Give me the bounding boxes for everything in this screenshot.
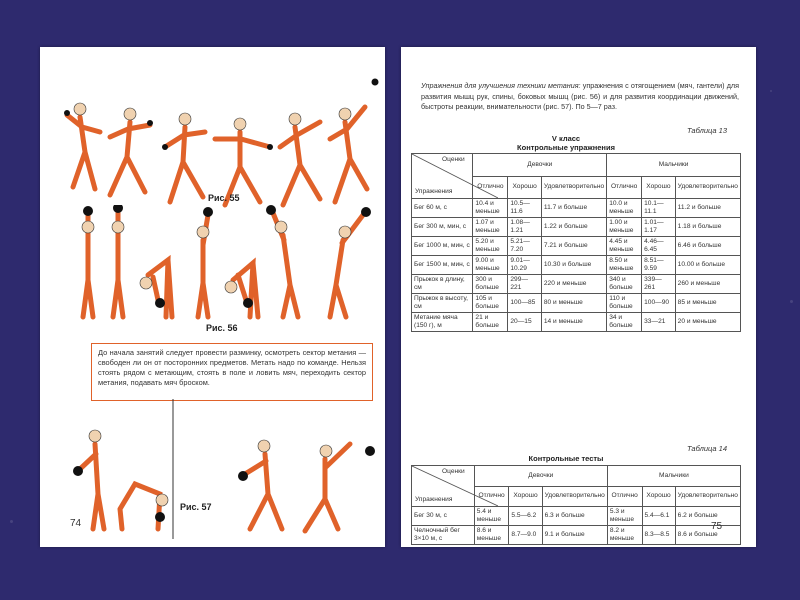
table-13-grade: Хорошо bbox=[508, 176, 542, 199]
table-13-cell: 10.1—11.1 bbox=[642, 199, 676, 218]
table-13-exercise-name: Бег 1000 м, мин, с bbox=[412, 237, 473, 256]
table-13-row bbox=[412, 237, 741, 256]
table-13-cell: 1.07 и меньше bbox=[473, 218, 508, 237]
table-13-cell: 8.50 и меньше bbox=[607, 256, 642, 275]
table-13-row bbox=[412, 199, 741, 218]
table-13-row bbox=[412, 275, 741, 294]
table-14-corner-grades: Оценки bbox=[442, 468, 465, 475]
table-14-title: Контрольные тесты bbox=[528, 454, 604, 463]
intro-paragraph bbox=[421, 81, 739, 113]
table-14-cell: 5.3 и меньше bbox=[607, 507, 642, 526]
table-13-group-girls: Девочки bbox=[473, 154, 607, 177]
table-13-cell: 10.0 и меньше bbox=[607, 199, 642, 218]
table-13-cell: 299—221 bbox=[508, 275, 542, 294]
table-14-cell: 5.4 и меньше bbox=[474, 507, 509, 526]
table-14-grade: Отлично bbox=[607, 486, 642, 507]
table-14-cell: 5.4—6.1 bbox=[642, 507, 675, 526]
table-13-cell: 9.00 и меньше bbox=[473, 256, 508, 275]
table-13-grade: Отлично bbox=[473, 176, 508, 199]
table-13-cell: 300 и больше bbox=[473, 275, 508, 294]
table-13 bbox=[411, 153, 741, 332]
table-13-cell: 100—85 bbox=[508, 294, 542, 313]
figure-55-caption: Рис. 55 bbox=[208, 193, 240, 203]
table-13-corner-grades: Оценки bbox=[442, 156, 465, 163]
table-13-class: V класс bbox=[551, 134, 581, 143]
table-13-cell: 1.01—1.17 bbox=[642, 218, 676, 237]
table-13-row bbox=[412, 294, 741, 313]
table-13-cell: 34 и больше bbox=[607, 313, 642, 332]
figure-57-caption: Рис. 57 bbox=[180, 502, 212, 512]
table-13-cell: 85 и меньше bbox=[675, 294, 740, 313]
table-13-cell: 105 и больше bbox=[473, 294, 508, 313]
table-13-cell: 14 и меньше bbox=[541, 313, 606, 332]
table-14-grade: Удовлетворительно bbox=[675, 486, 740, 507]
background-speck bbox=[10, 520, 13, 523]
table-13-cell: 5.20 и меньше bbox=[473, 237, 508, 256]
table-14-cell: 8.6 и больше bbox=[675, 526, 740, 545]
table-13-grade: Хорошо bbox=[642, 176, 676, 199]
table-14-grade: Удовлетворительно bbox=[542, 486, 607, 507]
table-13-cell: 340 и больше bbox=[607, 275, 642, 294]
page-number-right: 75 bbox=[711, 521, 723, 532]
table-13-cell: 1.22 и больше bbox=[541, 218, 606, 237]
table-14-cell: 6.3 и больше bbox=[542, 507, 607, 526]
table-13-grade: Удовлетворительно bbox=[675, 176, 740, 199]
figure-56-weight-exercises bbox=[68, 205, 378, 325]
table-14-cell: 8.7—9.0 bbox=[509, 526, 542, 545]
table-13-grade: Удовлетворительно bbox=[541, 176, 606, 199]
table-13-row bbox=[412, 313, 741, 332]
table-13-cell: 110 и больше bbox=[607, 294, 642, 313]
table-13-group-boys: Мальчики bbox=[607, 154, 741, 177]
table-13-cell: 10.30 и больше bbox=[541, 256, 606, 275]
table-13-cell: 260 и меньше bbox=[675, 275, 740, 294]
table-13-row bbox=[412, 218, 741, 237]
table-13-cell: 339—261 bbox=[642, 275, 676, 294]
table-14-row bbox=[412, 507, 741, 526]
table-13-cell: 1.18 и больше bbox=[675, 218, 740, 237]
table-13-exercise-name: Бег 60 м, с bbox=[412, 199, 473, 218]
table-13-label: Таблица 13 bbox=[687, 126, 728, 135]
table-14-cell: 8.3—8.5 bbox=[642, 526, 675, 545]
table-13-cell: 21 и больше bbox=[473, 313, 508, 332]
table-13-grade: Отлично bbox=[607, 176, 642, 199]
table-13-cell: 7.21 и больше bbox=[541, 237, 606, 256]
table-13-cell: 1.08—1.21 bbox=[508, 218, 542, 237]
table-13-exercise-name: Бег 300 м, мин, с bbox=[412, 218, 473, 237]
table-14-exercise-name: Бег 30 м, с bbox=[412, 507, 475, 526]
table-14-corner bbox=[412, 466, 475, 507]
table-13-exercise-name: Прыжок в длину, см bbox=[412, 275, 473, 294]
table-13-cell: 11.2 и больше bbox=[675, 199, 740, 218]
table-13-cell: 20 и меньше bbox=[675, 313, 740, 332]
figure-57-coordination-exercises bbox=[50, 399, 380, 539]
intro-text: упражнения с отягощением (мяч, гантели) для развития мышц рук, спины, боковых мышц (рис. 56) и для развития координации движений, быстроты реакции, внимательности (рис. 57). По 5—7 раз. bbox=[421, 81, 739, 111]
figure-56-caption: Рис. 56 bbox=[206, 323, 238, 333]
table-14-row bbox=[412, 526, 741, 545]
table-13-cell: 10.5—11.6 bbox=[508, 199, 542, 218]
table-14-cell: 8.6 и меньше bbox=[474, 526, 509, 545]
table-13-cell: 80 и меньше bbox=[541, 294, 606, 313]
table-14-cell: 5.5—6.2 bbox=[509, 507, 542, 526]
left-page bbox=[40, 47, 385, 547]
table-13-cell: 11.7 и больше bbox=[541, 199, 606, 218]
table-13-corner bbox=[412, 154, 473, 199]
page-number-left: 74 bbox=[70, 518, 82, 529]
table-13-cell: 8.51—9.59 bbox=[642, 256, 676, 275]
table-14-group-girls: Девочки bbox=[474, 466, 607, 487]
table-14-grade: Хорошо bbox=[642, 486, 675, 507]
right-page bbox=[401, 47, 756, 547]
table-14 bbox=[411, 465, 741, 545]
background-speck bbox=[790, 300, 793, 303]
table-13-cell: 6.46 и больше bbox=[675, 237, 740, 256]
table-13-exercise-name: Бег 1500 м, мин, с bbox=[412, 256, 473, 275]
table-14-corner-exercises: Упражнения bbox=[415, 496, 453, 503]
table-13-cell: 20—15 bbox=[508, 313, 542, 332]
table-14-grade: Хорошо bbox=[509, 486, 542, 507]
table-13-cell: 9.01—10.29 bbox=[508, 256, 542, 275]
table-14-group-boys: Мальчики bbox=[607, 466, 740, 487]
table-14-label: Таблица 14 bbox=[687, 444, 728, 453]
table-13-cell: 10.4 и меньше bbox=[473, 199, 508, 218]
table-13-cell: 4.45 и меньше bbox=[607, 237, 642, 256]
table-13-exercise-name: Прыжок в высоту, см bbox=[412, 294, 473, 313]
table-14-cell: 9.1 и больше bbox=[542, 526, 607, 545]
table-13-cell: 1.00 и меньше bbox=[607, 218, 642, 237]
background-speck bbox=[770, 90, 772, 92]
table-13-corner-exercises: Упражнения bbox=[415, 188, 453, 195]
table-13-cell: 100—90 bbox=[642, 294, 676, 313]
table-14-cell: 6.2 и больше bbox=[675, 507, 740, 526]
table-13-cell: 4.46—6.45 bbox=[642, 237, 676, 256]
table-13-cell: 220 и меньше bbox=[541, 275, 606, 294]
table-14-exercise-name: Челночный бег 3×10 м, с bbox=[412, 526, 475, 545]
safety-notice: До начала занятий следует провести разминку, осмотреть сектор метания — свободен ли он от посторонних предметов. Метать надо по команде. Нельзя стоять рядом с метающим, стоять в поле и ловить мяч, переходить сектор метания, подавать мяч броском. bbox=[91, 343, 373, 401]
intro-italic: Упражнения для улучшения техники метания: bbox=[421, 81, 581, 90]
table-13-cell: 5.21—7.20 bbox=[508, 237, 542, 256]
table-13-title: Контрольные упражнения bbox=[517, 143, 615, 152]
table-13-cell: 10.00 и больше bbox=[675, 256, 740, 275]
table-13-row bbox=[412, 256, 741, 275]
table-13-cell: 33—21 bbox=[642, 313, 676, 332]
table-13-exercise-name: Метание мяча (150 г), м bbox=[412, 313, 473, 332]
table-14-grade: Отлично bbox=[474, 486, 509, 507]
table-14-cell: 8.2 и меньше bbox=[607, 526, 642, 545]
